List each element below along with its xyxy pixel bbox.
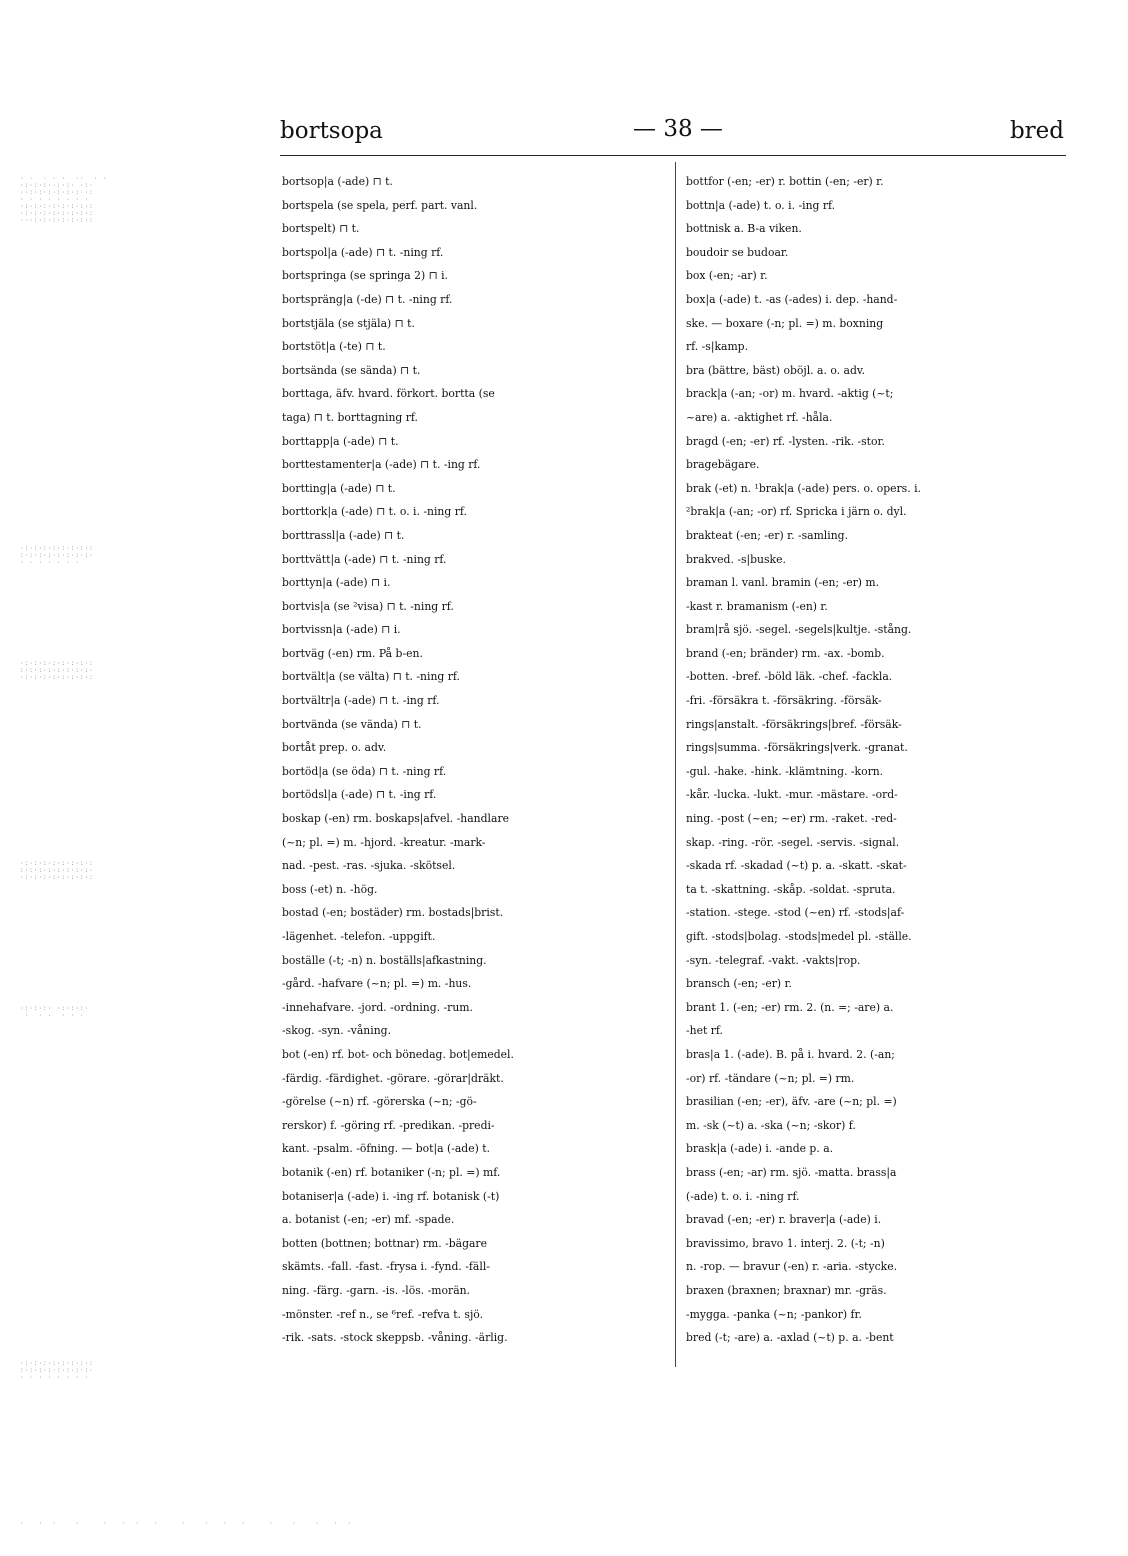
right-column-line: m. -sk (~t) a. -ska (~n; -skor) f. bbox=[686, 1118, 856, 1132]
scan-edge-noise: · · · · · ·· · · ·:·:·:··:·:· ·:· ··:·:·:·:·:·:··: · · · · · · · · ·:·:·:·:·:·:·:·: ·:·:·:·:·:·:·:·: ···:·:·:·:·:·:·: bbox=[20, 175, 108, 224]
right-column-line: ²brak|a (-an; -or) rf. Spricka i järn o. dyl. bbox=[686, 505, 907, 519]
left-column-line: bortödsl|a (-ade) ⊓ t. -ing rf. bbox=[282, 788, 437, 802]
scan-edge-noise: · · · · · · · · · · · · · · · · · bbox=[20, 1520, 353, 1527]
right-column-line: bransch (-en; -er) r. bbox=[686, 977, 792, 991]
left-guide-word: bortsopa bbox=[280, 118, 383, 144]
left-column-line: bostad (-en; bostäder) rm. bostads|brist. bbox=[282, 906, 504, 920]
header-rule bbox=[280, 155, 1066, 156]
right-guide-word: bred bbox=[1009, 118, 1064, 144]
scan-edge-noise: ·:·:·:·:·:·:·:·: :·:·:·:·:·:·:·:· · · · · · · · bbox=[20, 545, 94, 566]
right-column-line: -botten. -bref. -böld läk. -chef. -fackla. bbox=[686, 670, 893, 684]
left-column-line: bot (-en) rf. bot- och bönedag. bot|emedel. bbox=[282, 1047, 514, 1061]
left-column-line: skämts. -fall. -fast. -frysa i. -fynd. -fäll- bbox=[282, 1260, 490, 1274]
right-column-line: brasilian (-en; -er), äfv. -are (~n; pl. =) bbox=[686, 1095, 897, 1109]
right-column bbox=[686, 170, 1074, 1350]
left-column bbox=[282, 170, 670, 1350]
right-column-line: ta t. -skattning. -skåp. -soldat. -spruta. bbox=[686, 882, 896, 896]
left-column-line: boskap (-en) rm. boskaps|afvel. -handlare bbox=[282, 812, 509, 826]
left-column-line: bortsop|a (-ade) ⊓ t. bbox=[282, 175, 393, 188]
right-column-line: brass (-en; -ar) rm. sjö. -matta. brass|a bbox=[686, 1165, 897, 1179]
right-column-line: rings|summa. -försäkrings|verk. -granat. bbox=[686, 741, 908, 755]
left-column-line: botten (bottnen; bottnar) rm. -bägare bbox=[282, 1236, 487, 1250]
page-number: — 38 — bbox=[633, 116, 723, 142]
scan-edge-noise: ·:·:·:·:·:·:·:·: :·:·:·:·:·:·:·:· · · · · · · · · bbox=[20, 1360, 94, 1381]
right-column-line: bravissimo, bravo 1. interj. 2. (-t; -n) bbox=[686, 1236, 885, 1250]
right-column-line: gift. -stods|bolag. -stods|medel pl. -ställe. bbox=[686, 930, 912, 943]
right-column-line: bottfor (-en; -er) r. bottin (-en; -er) r. bbox=[686, 175, 884, 188]
left-column-line: -rik. -sats. -stock skeppsb. -våning. -ärlig. bbox=[282, 1331, 508, 1345]
right-column-line: bragebägare. bbox=[686, 458, 760, 472]
right-column-line: bottnisk a. B-a viken. bbox=[686, 222, 802, 236]
right-column-line: brant 1. (-en; -er) rm. 2. (n. =; -are) a. bbox=[686, 1000, 894, 1014]
right-column-line: ske. — boxare (-n; pl. =) m. boxning bbox=[686, 316, 884, 330]
right-column-line: bram|rå sjö. -segel. -segels|kultje. -stång. bbox=[686, 623, 912, 637]
left-column-line: bortväg (-en) rm. På b-en. bbox=[282, 646, 423, 660]
left-column-line: bortspringa (se springa 2) ⊓ i. bbox=[282, 269, 448, 283]
left-column-line: rerskor) f. -göring rf. -predikan. -predi- bbox=[282, 1118, 495, 1132]
left-column-line: (~n; pl. =) m. -hjord. -kreatur. -mark- bbox=[282, 835, 486, 849]
left-column-line: borttaga, äfv. hvard. förkort. bortta (se bbox=[282, 387, 495, 401]
right-column-line: braman l. vanl. bramin (-en; -er) m. bbox=[686, 576, 880, 590]
left-column-line: nad. -pest. -ras. -sjuka. -skötsel. bbox=[282, 859, 456, 873]
left-column-line: -skog. -syn. -våning. bbox=[282, 1024, 392, 1038]
left-column-line: boss (-et) n. -hög. bbox=[282, 882, 378, 896]
left-column-line: kant. -psalm. -öfning. — bot|a (-ade) t. bbox=[282, 1142, 491, 1156]
right-column-line: bragd (-en; -er) rf. -lysten. -rik. -stor. bbox=[686, 434, 885, 448]
right-column-line: -syn. -telegraf. -vakt. -vakts|rop. bbox=[686, 953, 861, 967]
left-column-line: bortstjäla (se stjäla) ⊓ t. bbox=[282, 316, 415, 330]
left-column-line: -görelse (~n) rf. -görerska (~n; -gö- bbox=[282, 1095, 477, 1109]
right-column-line: brand (-en; bränder) rm. -ax. -bomb. bbox=[686, 646, 885, 660]
left-column-line: bortvända (se vända) ⊓ t. bbox=[282, 717, 422, 731]
right-column-line: n. -rop. — bravur (-en) r. -aria. -stycke. bbox=[686, 1260, 898, 1274]
left-column-line: borttapp|a (-ade) ⊓ t. bbox=[282, 434, 399, 448]
left-column-line: borttyn|a (-ade) ⊓ i. bbox=[282, 576, 391, 590]
right-column-line: -gul. -hake. -hink. -klämtning. -korn. bbox=[686, 764, 884, 778]
right-column-line: rings|anstalt. -försäkrings|bref. -försäk- bbox=[686, 717, 902, 731]
column-divider bbox=[675, 162, 676, 1367]
right-column-line: ning. -post (~en; ~er) rm. -raket. -red- bbox=[686, 812, 897, 826]
right-column-line: brakteat (-en; -er) r. -samling. bbox=[686, 528, 849, 542]
left-column-line: borttrassl|a (-ade) ⊓ t. bbox=[282, 528, 405, 542]
scan-edge-noise: ·:·:·:·:·:·:·:·: :·:·:·:·:·:·:·:· ·:·:·:·:·:·:·:·: bbox=[20, 660, 94, 681]
left-column-line: bortsända (se sända) ⊓ t. bbox=[282, 363, 421, 377]
left-column-line: bortspräng|a (-de) ⊓ t. -ning rf. bbox=[282, 292, 453, 306]
right-column-line: brask|a (-ade) i. -ande p. a. bbox=[686, 1142, 834, 1156]
left-column-line: botaniser|a (-ade) i. -ing rf. botanisk (-t) bbox=[282, 1189, 500, 1203]
right-column-line: -skada rf. -skadad (~t) p. a. -skatt. -skat- bbox=[686, 859, 907, 873]
right-column-line: -mygga. -panka (~n; -pankor) fr. bbox=[686, 1307, 862, 1321]
right-column-line: brack|a (-an; -or) m. hvard. -aktig (~t; bbox=[686, 387, 894, 401]
right-column-line: brak (-et) n. ¹brak|a (-ade) pers. o. opers. i. bbox=[686, 481, 921, 495]
right-column-line: bravad (-en; -er) r. braver|a (-ade) i. bbox=[686, 1213, 882, 1227]
right-column-line: ~are) a. -aktighet rf. -håla. bbox=[686, 410, 833, 424]
right-column-line: box (-en; -ar) r. bbox=[686, 269, 768, 283]
left-column-line: bortåt prep. o. adv. bbox=[282, 741, 387, 755]
right-column-line: -kår. -lucka. -lukt. -mur. -mästare. -ord- bbox=[686, 788, 898, 802]
page-header bbox=[280, 112, 1066, 152]
left-column-line: bortspol|a (-ade) ⊓ t. -ning rf. bbox=[282, 245, 444, 259]
left-column-line: -färdig. -färdighet. -görare. -görar|dräkt. bbox=[282, 1071, 504, 1085]
scan-edge-noise: ·:·:·:· ·:·:·:· · · · · · · bbox=[20, 1005, 90, 1019]
left-column-line: boställe (-t; -n) n. boställs|afkastning. bbox=[282, 953, 487, 967]
right-column-line: -station. -stege. -stod (~en) rf. -stods|af- bbox=[686, 906, 905, 920]
left-column-line: borttvätt|a (-ade) ⊓ t. -ning rf. bbox=[282, 552, 447, 566]
left-column-line: bortöd|a (se öda) ⊓ t. -ning rf. bbox=[282, 764, 447, 778]
left-column-line: bortspelt) ⊓ t. bbox=[282, 222, 360, 236]
right-column-line: -or) rf. -tändare (~n; pl. =) rm. bbox=[686, 1071, 855, 1085]
right-column-line: bra (bättre, bäst) oböjl. a. o. adv. bbox=[686, 363, 866, 377]
right-column-line: bred (-t; -are) a. -axlad (~t) p. a. -bent bbox=[686, 1331, 894, 1345]
left-column-line: borttestamenter|a (-ade) ⊓ t. -ing rf. bbox=[282, 458, 481, 472]
left-column-line: bortvissn|a (-ade) ⊓ i. bbox=[282, 623, 401, 637]
right-column-line: box|a (-ade) t. -as (-ades) i. dep. -hand- bbox=[686, 292, 898, 306]
left-column-line: a. botanist (-en; -er) mf. -spade. bbox=[282, 1213, 455, 1227]
right-column-line: bottn|a (-ade) t. o. i. -ing rf. bbox=[686, 198, 836, 212]
left-column-line: bortvältr|a (-ade) ⊓ t. -ing rf. bbox=[282, 694, 440, 708]
left-column-line: bortvält|a (se välta) ⊓ t. -ning rf. bbox=[282, 670, 460, 684]
right-column-line: -fri. -försäkra t. -försäkring. -försäk- bbox=[686, 694, 882, 708]
left-column-line: -lägenhet. -telefon. -uppgift. bbox=[282, 930, 436, 943]
left-column-line: bortstöt|a (-te) ⊓ t. bbox=[282, 340, 386, 354]
right-column-line: rf. -s|kamp. bbox=[686, 340, 749, 354]
right-column-line: skap. -ring. -rör. -segel. -servis. -signal. bbox=[686, 835, 900, 849]
left-column-line: taga) ⊓ t. borttagning rf. bbox=[282, 410, 418, 424]
left-column-line: borttork|a (-ade) ⊓ t. o. i. -ning rf. bbox=[282, 505, 467, 519]
right-column-line: -het rf. bbox=[686, 1024, 723, 1038]
right-column-line: bras|a 1. (-ade). B. på i. hvard. 2. (-an; bbox=[686, 1047, 895, 1061]
left-column-line: bortvis|a (se ²visa) ⊓ t. -ning rf. bbox=[282, 599, 454, 613]
right-column-line: braxen (braxnen; braxnar) mr. -gräs. bbox=[686, 1283, 887, 1297]
right-column-line: (-ade) t. o. i. -ning rf. bbox=[686, 1189, 800, 1203]
right-column-line: boudoir se budoar. bbox=[686, 245, 789, 259]
left-column-line: -innehafvare. -jord. -ordning. -rum. bbox=[282, 1000, 473, 1014]
left-column-line: ning. -färg. -garn. -is. -lös. -morän. bbox=[282, 1283, 471, 1297]
left-column-line: botanik (-en) rf. botaniker (-n; pl. =) mf. bbox=[282, 1165, 501, 1179]
left-column-line: bortting|a (-ade) ⊓ t. bbox=[282, 481, 396, 495]
left-column-line: bortspela (se spela, perf. part. vanl. bbox=[282, 198, 478, 212]
right-column-line: brakved. -s|buske. bbox=[686, 552, 786, 566]
left-column-line: -gård. -hafvare (~n; pl. =) m. -hus. bbox=[282, 977, 472, 991]
right-column-line: -kast r. bramanism (-en) r. bbox=[686, 599, 828, 613]
scan-edge-noise: ·:·:·:·:·:·:·:·: :·:·:·:·:·:·:·:· ·:·:·:·:·:·:·:·: bbox=[20, 860, 94, 881]
left-column-line: -mönster. -ref n., se ⁶ref. -refva t. sjö. bbox=[282, 1307, 484, 1321]
